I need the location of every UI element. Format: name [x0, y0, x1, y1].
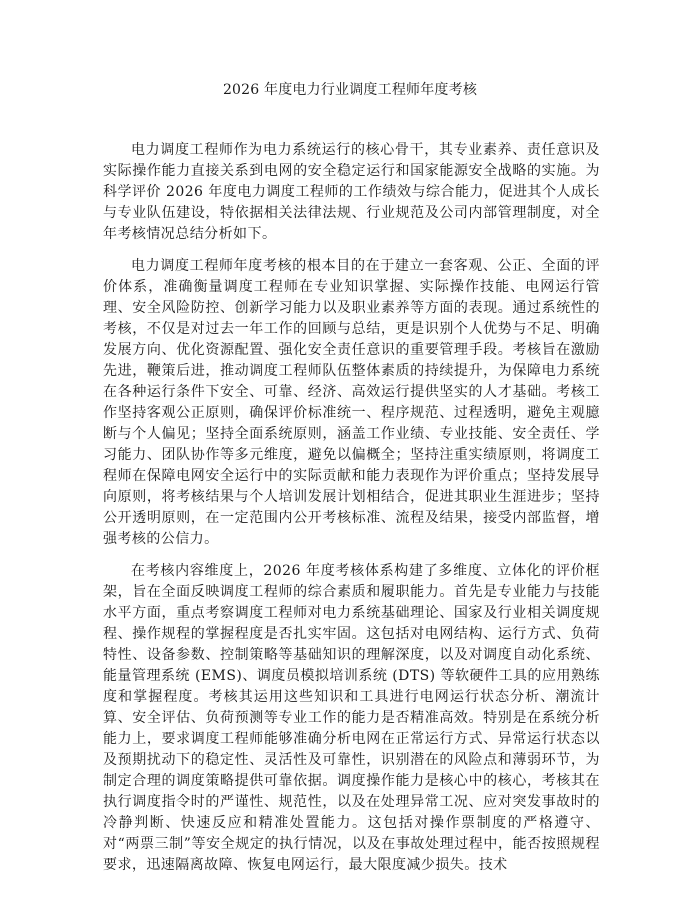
paragraph-content-dimensions: 在考核内容维度上，2026 年度考核体系构建了多维度、立体化的评价框架，旨在全面反映调度工程师的综合素质和履职能力。首先是专业能力与技能水平方面，重点考察调度工程师对电力系统基础理论、国家及行业相关调度规程、操作规程的掌握程度是否扎实牢固。这包括对电网结构、运行方式、负荷特性、设备参数、控制策略等基础知识的理解深度，以及对调度自动化系统、能量管理系统 (EMS)、调度员模拟培训系统 (DTS) 等软硬件工具的应用熟练度和掌握程度。考核其运用这些知识和工具进行电网运行状态分析、潮流计算、安全评估、负荷预测等专业工作的能力是否精准高效。特别是在系统分析能力上，要求调度工程师能够准确分析电网在正常运行方式、异常运行状态以及预期扰动下的稳定性、灵活性及可靠性，识别潜在的风险点和薄弱环节，为制定合理的调度策略提供可靠依据。调度操作能力是核心中的核心，考核其在执行调度指令时的严谨性、规范性，以及在处理异常工况、应对突发事故时的冷静判断、快速反应和精准处置能力。这包括对操作票制度的严格遵守、对“两票三制”等安全规定的执行情况，以及在事故处理过程中，能否按照规程要求，迅速隔离故障、恢复电网运行，最大限度减少损失。技术 [103, 563, 600, 873]
paragraph-purpose-principles: 电力调度工程师年度考核的根本目的在于建立一套客观、公正、全面的评价体系，准确衡量调度工程师在专业知识掌握、实际操作技能、电网运行管理、安全风险防控、创新学习能力以及职业素养等方面的表现。通过系统性的考核，不仅是对过去一年工作的回顾与总结，更是识别个人优势与不足、明确发展方向、优化资源配置、强化安全责任意识的重要管理手段。考核旨在激励先进，鞭策后进，推动调度工程师队伍整体素质的持续提升，为保障电力系统在各种运行条件下安全、可靠、经济、高效运行提供坚实的人才基础。考核工作坚持客观公正原则，确保评价标准统一、程序规范、过程透明，避免主观臆断与个人偏见；坚持全面系统原则，涵盖工作业绩、专业技能、安全责任、学习能力、团队协作等多元维度，避免以偏概全；坚持注重实绩原则，将调度工程师在保障电网安全运行中的实际贡献和能力表现作为评价重点；坚持发展导向原则，将考核结果与个人培训发展计划相结合，促进其职业生涯进步；坚持公开透明原则，在一定范围内公开考核标准、流程及结果，接受内部监督，增强考核的公信力。 [103, 258, 600, 547]
document-body [103, 140, 600, 887]
paragraph-intro: 电力调度工程师作为电力系统运行的核心骨干，其专业素养、责任意识及实际操作能力直接关系到电网的安全稳定运行和国家能源安全战略的实施。为科学评价 2026 年度电力调度工程师的工作绩效与综合能力，促进其个人成长与专业队伍建设，特依据相关法律法规、行业规范及公司内部管理制度，对全年考核情况总结分析如下。 [103, 142, 600, 242]
document-title: 2026 年度电力行业调度工程师年度考核 [222, 82, 478, 98]
